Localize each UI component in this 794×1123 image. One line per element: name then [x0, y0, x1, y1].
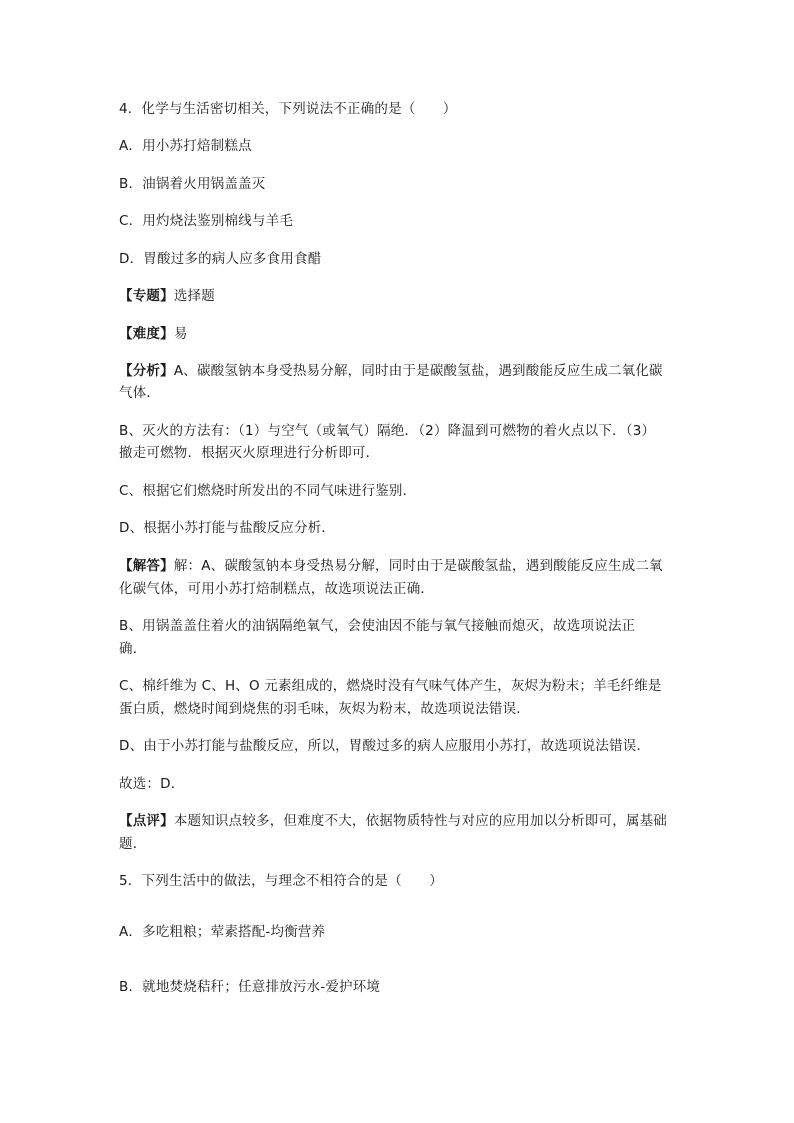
comment-text-1: 本题知识点较多，但难度不大，依据物质特性与对应的应用加以分析即可，属基础	[173, 813, 668, 829]
question-4-option-b: B．油锅着火用锅盖盖灭	[119, 176, 266, 192]
comment-line-2: 题．	[119, 836, 147, 852]
answer-c-line-1: C、棉纤维为 C、H、O 元素组成的，燃烧时没有气味气体产生，灰烬为粉末；羊毛纤维是	[119, 678, 662, 694]
answer-c-line-2: 蛋白质，燃烧时闻到烧焦的羽毛味，灰烬为粉末，故选项说法错误．	[119, 701, 530, 717]
analysis-d-line: D、根据小苏打能与盐酸反应分析．	[119, 520, 336, 536]
question-4-option-a: A．用小苏打焙制糕点	[119, 138, 252, 154]
comment-tag: 【点评】	[119, 813, 174, 829]
analysis-a-line-2: 气体．	[119, 385, 161, 401]
analysis-tag: 【分析】	[119, 363, 174, 379]
analysis-a-line-1	[119, 362, 663, 380]
question-4-option-c: C．用灼烧法鉴别棉线与羊毛	[119, 213, 294, 229]
question-4-option-d: D．胃酸过多的病人应多食用食醋	[119, 251, 322, 267]
question-5-option-b: B．就地焚烧秸秆；任意排放污水-爱护环境	[119, 979, 381, 995]
answer-b-line-2: 确．	[119, 641, 147, 657]
question-5-option-a: A．多吃粗粮；荤素搭配-均衡营养	[119, 924, 326, 940]
answer-a-line-1	[119, 557, 663, 575]
difficulty-line	[119, 325, 188, 343]
topic-value: 选择题	[173, 288, 215, 304]
answer-b-line-1: B、用锅盖盖住着火的油锅隔绝氧气，会使油因不能与氧气接触而熄灭，故选项说法正	[119, 618, 636, 634]
answer-choice-line: 故选：D．	[119, 776, 185, 792]
analysis-b-line-1: B、灭火的方法有：（1）与空气（或氧气）隔绝．（2）降温到可燃物的着火点以下．（3）	[119, 423, 656, 439]
answer-tag: 【解答】	[119, 558, 174, 574]
answer-a-text-1: 解：A、碳酸氢钠本身受热易分解，同时由于是碳酸氢盐，遇到酸能反应生成二氧	[173, 558, 663, 574]
question-5-stem: 5．下列生活中的做法，与理念不相符合的是（ ）	[119, 873, 443, 889]
topic-line	[119, 287, 215, 305]
analysis-c-line: C、根据它们燃烧时所发出的不同气味进行鉴别．	[119, 483, 417, 499]
answer-a-line-2: 化碳气体，可用小苏打焙制糕点，故选项说法正确．	[119, 581, 435, 597]
analysis-a-text-1: A、碳酸氢钠本身受热易分解，同时由于是碳酸氢盐，遇到酸能反应生成二氧化碳	[173, 363, 663, 379]
analysis-b-line-2: 撤走可燃物．根据灭火原理进行分析即可．	[119, 445, 380, 461]
topic-tag: 【专题】	[119, 288, 174, 304]
difficulty-value: 易	[173, 326, 188, 342]
question-4-stem: 4．化学与生活密切相关，下列说法不正确的是（ ）	[119, 101, 457, 117]
answer-d-line: D、由于小苏打能与盐酸反应，所以，胃酸过多的病人应服用小苏打，故选项说法错误．	[119, 738, 651, 754]
comment-line-1	[119, 812, 667, 830]
difficulty-tag: 【难度】	[119, 326, 174, 342]
